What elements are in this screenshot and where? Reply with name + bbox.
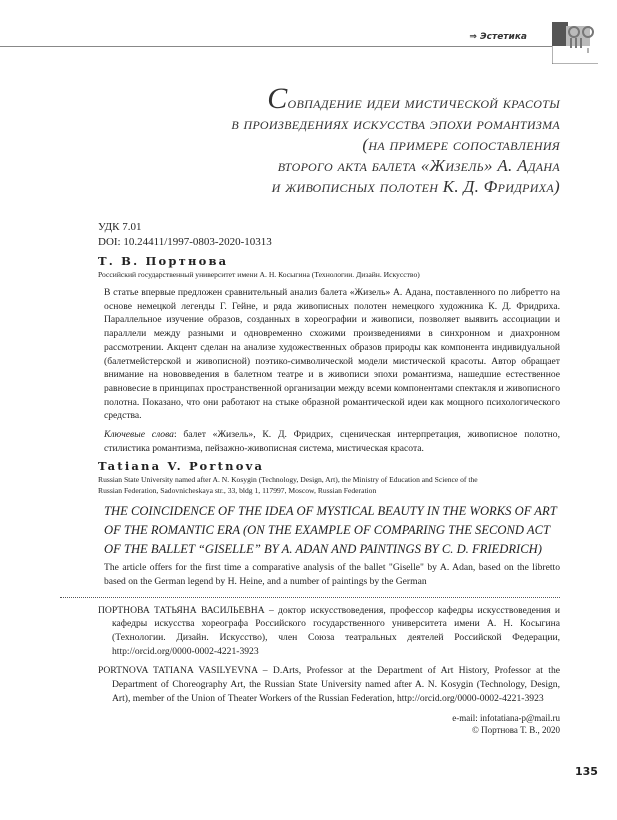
doi: DOI: 10.24411/1997-0803-2020-10313 (98, 236, 272, 248)
article-title-en: THE COINCIDENCE OF THE IDEA OF MYSTICAL BEAUTY IN THE WORKS OF ART OF THE ROMANTIC ERA (ON THE EXAMPLE OF COMPARING THE SECOND ACT OF THE BALLET “GISELLE” BY A. ADAN AND PAINTINGS BY C. D. FRIEDRICH) (104, 504, 557, 556)
keywords-label: Ключевые слова (104, 429, 174, 441)
title-initial: С (267, 82, 288, 115)
title-line: в произведениях искусства эпохи романтизма (231, 114, 560, 133)
section-label: ⇒ Эстетика (469, 32, 527, 42)
author-en: Tatiana V. Portnova (98, 459, 265, 474)
title-line: и живописных полотен К. Д. Фридриха) (271, 177, 560, 196)
title-line: второго акта балета «Жизель» А. Адана (277, 156, 560, 175)
header-rule (0, 46, 552, 47)
affiliation-ru: Российский государственный университет имени А. Н. Косыгина (Технологии. Дизайн. Искусство) (98, 270, 420, 279)
contact (98, 712, 560, 737)
column-logo-icon (552, 20, 598, 64)
abstract-en: The article offers for the first time a comparative analysis of the ballet "Giselle" by A. Adan, based on the libretto based on the German legend by H. Heine, and a number of paintings by the German (104, 562, 560, 587)
email: e-mail: infotatiana-p@mail.ru (452, 712, 560, 723)
affiliation-en: Russian State University named after A. N. Kosygin (Technology, Design, Art), the Ministry of Education and Science of the Russian Federation, Sadovnicheskaya str., 33, bldg 1, 117997, Moscow, Russian Federation (98, 475, 478, 496)
page-number: 135 (575, 765, 598, 778)
title-line: (на примере сопоставления (362, 135, 560, 154)
bio-en: PORTNOVA TATIANA VASILYEVNA – D.Arts, Professor at the Department of Art History, Professor at the Department of Choreography Art, the Russian State University named after A. N. Kosygin (Technology, Design, Art), member of the Union of Theater Workers of the Russian Federation, http://orcid.org/0000-0002-4221-3923 (98, 665, 560, 704)
copyright: © Портнова Т. В., 2020 (472, 725, 560, 736)
title-line: овпадение идеи мистической красоты (287, 93, 560, 112)
author-ru: Т. В. Портнова (98, 254, 229, 268)
keywords-text: : балет «Жизель», К. Д. Фридрих, сценическая интерпретация, живописное полотно, стилистика романтизма, пейзажно-живописная система, мистическая красота. (104, 429, 560, 454)
udk: УДК 7.01 (98, 221, 142, 233)
bio-ru: ПОРТНОВА ТАТЬЯНА ВАСИЛЬЕВНА – доктор искусствоведения, профессор кафедры искусствоведения и кафедры искусства хореографа Российского государственного университета имени А. Н. Косыгина (Технологии. Дизайн. Искусство), член Союза театральных деятелей Российской Федерации, http://orcid.org/0000-0002-4221-3923 (98, 604, 560, 657)
article-title-ru (100, 82, 560, 197)
keywords-ru (98, 428, 560, 455)
identifiers (98, 220, 560, 250)
article-body (98, 220, 560, 737)
footnote-divider (60, 597, 560, 598)
abstract-ru: В статье впервые предложен сравнительный анализ балета «Жизель» А. Адана, поставленного по либретто на основе немецкой легенды Г. Гейне, и ряда живописных полотен немецкого художника К. Д. Фридриха. Параллельное изучение образов, созданных в хореографии и живописи, позволяет выявить ассоциации и параллели между разными и одновременно схожими произведениями в синхронном и диахронном рассмотрении. Акцент сделан на анализе художественных образов природы как компонента индивидуальной (балетмейстерской и живописной) поэтико-символической модели мистической красоты. Автор обращает внимание на нововведения в балетном театре и в живописи эпохи романтизма, нашедшие естественное равновесие в принципах пространственной организации между всеми компонентами спектакля и живописного полотна. Показано, что они работают на стыке образной романтической идеи как мощного психологического средства. (104, 287, 560, 422)
